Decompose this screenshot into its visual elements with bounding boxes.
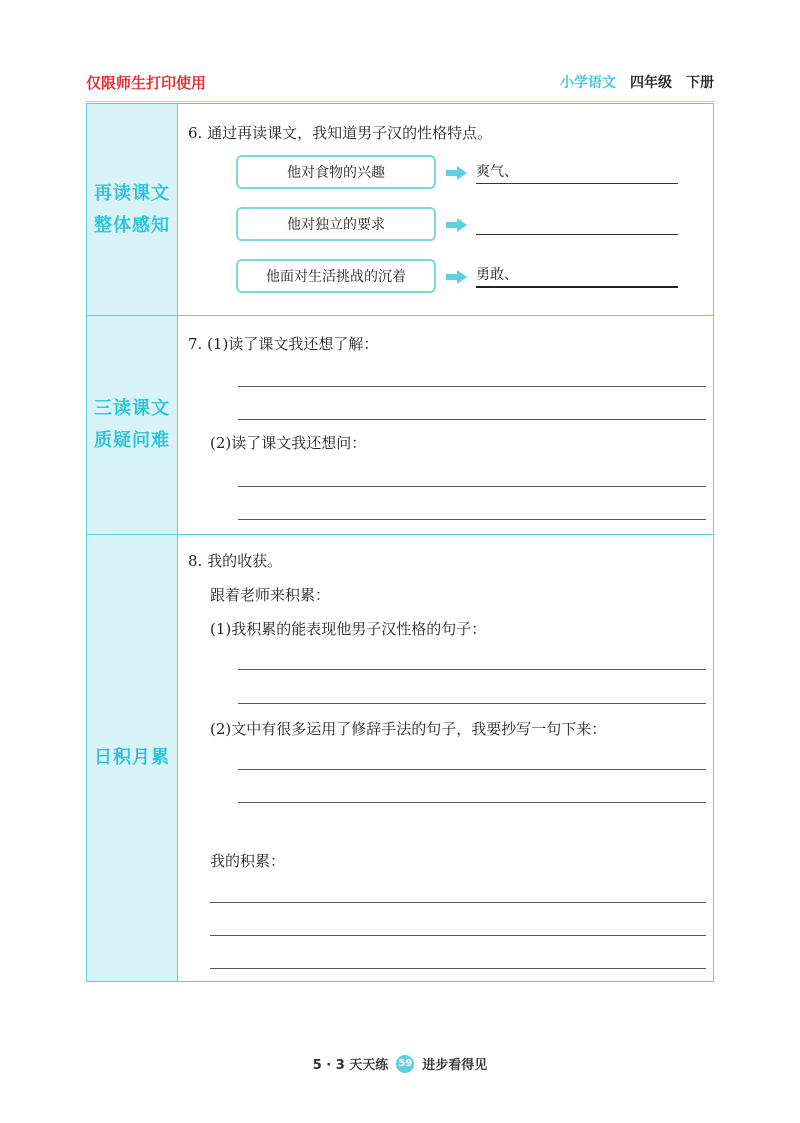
- question-8-part1: (1)我积累的能表现他男子汉性格的句子：: [210, 620, 487, 638]
- answer-line[interactable]: [238, 669, 706, 670]
- answer-line[interactable]: [210, 968, 706, 969]
- answer-line[interactable]: [238, 419, 706, 420]
- answer-line[interactable]: [238, 703, 706, 704]
- print-notice: 仅限师生打印使用: [86, 74, 207, 92]
- term-label: 下册: [686, 75, 714, 91]
- section-label-accumulate: [87, 535, 178, 981]
- question-7-part2: (2)读了课文我还想问：: [210, 434, 367, 452]
- side-label-line1: 再读课文: [94, 182, 170, 204]
- arrow-icon: [446, 270, 468, 284]
- footer-brand: 5 · 3 天天练: [312, 1058, 389, 1073]
- side-label: 日积月累: [94, 747, 170, 768]
- section-label-reread: [87, 104, 178, 315]
- answer-line-independence[interactable]: [476, 212, 678, 235]
- section-reread: [87, 104, 713, 315]
- trait-box-food: 他对食物的兴趣: [236, 155, 436, 189]
- arrow-icon: [446, 166, 468, 180]
- header-divider: [86, 101, 715, 102]
- side-label-line1: 三读课文: [94, 398, 170, 419]
- answer-line[interactable]: [238, 519, 706, 520]
- section-content-third-read: [178, 316, 713, 534]
- side-label-line2: 整体感知: [94, 214, 170, 236]
- section-accumulate: [87, 534, 713, 981]
- footer-slogan: 进步看得见: [422, 1058, 488, 1073]
- question-6: 6. 通过再读课文，我知道男子汉的性格特点。: [188, 124, 493, 142]
- side-label-line2: 质疑问难: [94, 430, 170, 451]
- answer-line[interactable]: [210, 902, 706, 903]
- subject-label: 小学语文: [560, 75, 616, 91]
- answer-line[interactable]: [238, 386, 706, 387]
- worksheet-table: [86, 103, 714, 982]
- trait-box-independence: 他对独立的要求: [236, 207, 436, 241]
- section-label-third-read: [87, 316, 178, 534]
- section-content-accumulate: [178, 535, 713, 981]
- follow-teacher-label: 跟着老师来积累：: [210, 586, 331, 604]
- trait-box-challenge: 他面对生活挑战的沉着: [236, 259, 436, 293]
- answer-line[interactable]: [238, 802, 706, 803]
- section-content-reread: [178, 104, 713, 315]
- answer-line[interactable]: [210, 935, 706, 936]
- answer-line-food[interactable]: 爽气、: [476, 161, 678, 184]
- answer-line[interactable]: [238, 769, 706, 770]
- section-third-read: [87, 315, 713, 534]
- book-info: [560, 72, 714, 92]
- question-7-part1: 7. (1)读了课文我还想了解：: [188, 335, 379, 353]
- answer-line-challenge[interactable]: 勇敢、: [476, 264, 678, 288]
- arrow-icon: [446, 218, 468, 232]
- page-number-badge: 59: [396, 1055, 414, 1073]
- question-8: 8. 我的收获。: [188, 552, 283, 570]
- answer-line[interactable]: [238, 486, 706, 487]
- grade-label: 四年级: [630, 75, 672, 91]
- my-accumulation-label: 我的积累：: [210, 852, 286, 870]
- page-footer: [0, 1054, 800, 1073]
- question-8-part2: (2)文中有很多运用了修辞手法的句子，我要抄写一句下来：: [210, 720, 607, 738]
